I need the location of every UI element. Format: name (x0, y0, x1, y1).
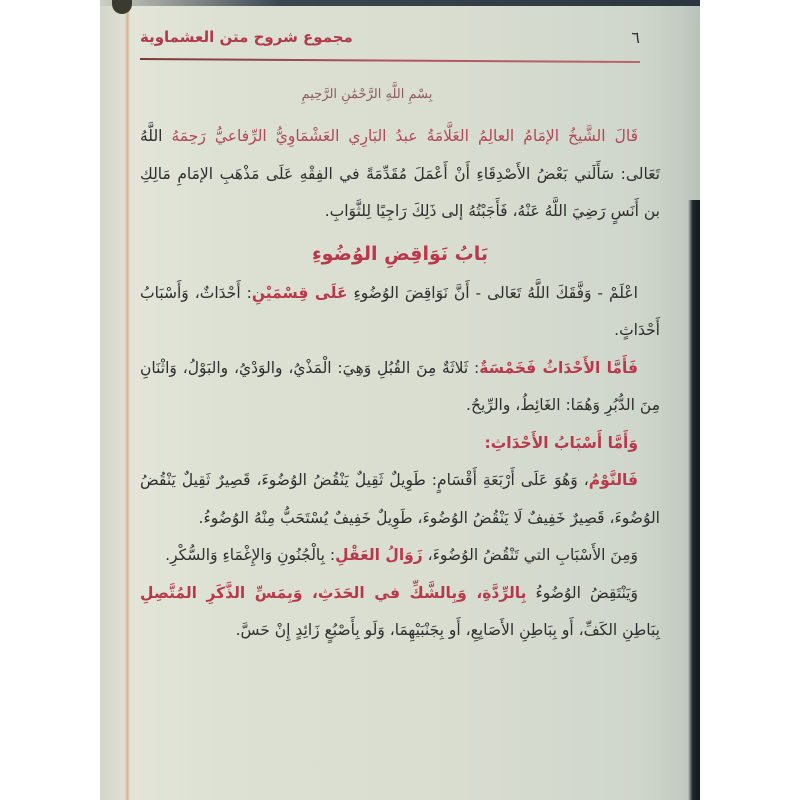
text: : ثَلاثَةٌ مِنَ القُبُلِ وَهِيَ: الْمَذْيُ، والوَدْيُ، والبَوْلُ، وَاثْنَانِ مِنَ الدُّبُرِ وَهُمَا: الغَائِطُ، والرِّيحُ. (140, 358, 660, 414)
top-edge-shadow (100, 0, 700, 6)
highlight-term: وَبِمَسِّ الذَّكَرِ المُتَّصِلِ (140, 583, 303, 602)
intro-text: اللَّهُ تَعَالى: سَأَلَني بَعْضُ الأَصْدِقَاءِ أَنْ أَعْمَلَ مُقَدِّمَةً في الفِقْهِ عَلَى مَذْهَبِ الإمَامِ مَالِكِ بن أَنَسٍ رَضِيَ اللَّهُ عَنْهُ، فَأَجَبْتُهُ إلى ذَلِكَ رَاجِيًا لِلثَّوَابِ. (140, 127, 660, 220)
basmala: بِسْمِ اللَّهِ الرَّحْمَٰنِ الرَّحِيمِ (301, 87, 433, 102)
paragraph-1 (140, 275, 660, 350)
paragraph-6 (140, 575, 660, 650)
intro-author-attribution: قَالَ الشَّيخُ الإمَامُ العالِمُ العَلَّامَةُ عبدُ البَارِي العَشْمَاوِيُّ الرِّفاعيُّ رَحِمَهُ (171, 127, 638, 145)
book-page-photo (100, 0, 700, 800)
text: : بِالْجُنُونِ وَالإِغْمَاءِ وَالسُّكْرِ. (165, 546, 336, 564)
paragraph-3 (140, 425, 660, 463)
text: وَمِنَ الأَسْبَابِ التي تَنْقُضُ الوُضُوءَ، (422, 546, 638, 564)
text: ، (302, 583, 318, 602)
highlight-term: بِالرِّدَّةِ (482, 583, 527, 602)
right-edge-shadow (688, 200, 700, 800)
facing-page-edge (100, 0, 124, 800)
highlight-term: عَلَى قِسْمَيْنِ (251, 283, 348, 302)
text: ، وَهُوَ عَلَى أَرْبَعَةِ أَقْسَامٍ: طَوِيلٌ ثَقِيلٌ يَنْقُضُ الوُضُوءَ، قَصِيرٌ ثَقِيلٌ يَنْقُضُ الوُضُوءَ، قَصِيرٌ خَفِيفٌ لَا يَنْقُضُ الوُضُوءَ، طَوِيلٌ خَفِيفٌ يُسْتَحَبُّ مِنْهُ الوُضُوءُ. (140, 471, 660, 527)
header-title: مجموع شروح متن العشماوية (140, 28, 353, 46)
highlight-term: وَبِالشَّكِّ في الحَدَثِ (317, 583, 467, 602)
text: وَيَنْتَقِضُ الوُضُوءُ (526, 583, 638, 602)
text: اعْلَمْ - وَفَّقَكَ اللَّهُ تَعَالى - أَنَّ نَوَاقِضَ الوُضُوءِ (347, 283, 638, 302)
section-subheading: وَأَمَّا أَسْبَابُ الأَحْدَاثِ (490, 433, 638, 452)
text: بِبَاطِنِ الكَفِّ، أَو بِبَاطِنِ الأَصَابِعِ، أَو بِجَنْبَيْهِمَا، وَلَو بِأَصْبُعٍ زَائِدٍ إِنْ حَسَّ. (235, 621, 660, 639)
paragraph-5 (140, 537, 660, 575)
book-gutter (124, 0, 130, 800)
page-body (140, 118, 660, 650)
paragraph-2 (140, 350, 660, 425)
running-header (140, 22, 640, 62)
highlight-term: فَالنَّوْمُ (588, 471, 638, 489)
text: : أَحْدَاثٌ، وَأَسْبَابُ أَحْدَاثٍ. (140, 283, 660, 339)
text: : (484, 433, 491, 452)
highlight-term: زَوَالُ العَقْلِ (335, 546, 423, 564)
paragraph-4 (140, 462, 660, 537)
page-number: ٦ (631, 28, 640, 47)
intro-paragraph (140, 118, 660, 231)
text: ، (466, 583, 483, 602)
chapter-title: بَابُ نَوَاقِضِ الوُضُوءِ (311, 242, 489, 265)
header-rule (140, 58, 640, 63)
highlight-term: فَأَمَّا الأَحْدَاثُ فَخَمْسَةٌ (479, 358, 639, 377)
